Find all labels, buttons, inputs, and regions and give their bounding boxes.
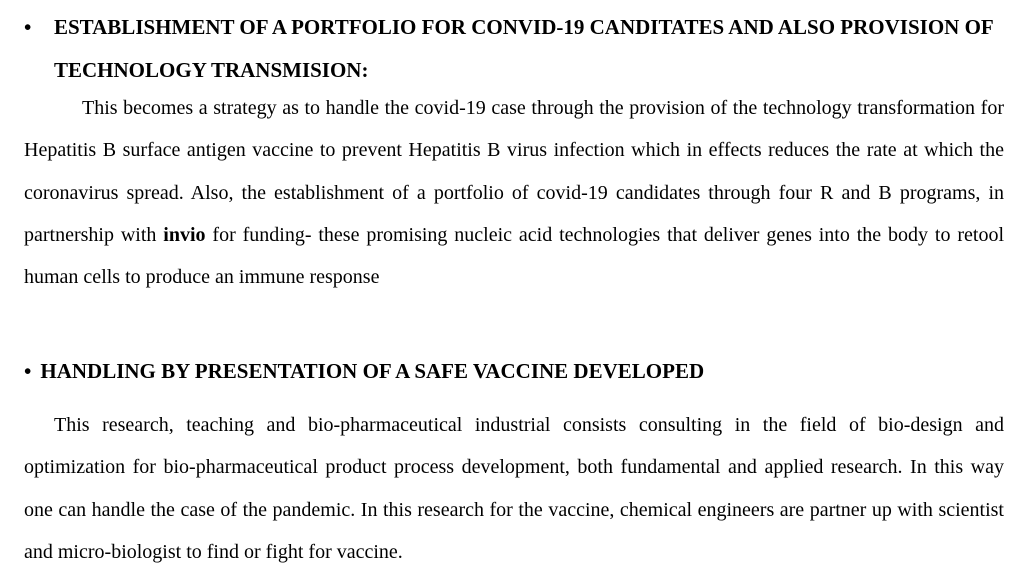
bullet-icon: •: [24, 15, 32, 39]
section-1-body-text: This becomes a strategy as to handle the covid-19 case through the provision of the technology transformation for Hepatitis B surface antigen vaccine to prevent Hepatitis B virus infection which in effects reduces the rate at which the coronavirus spread. Also, the establishment of a portfolio of covid-19 candidates through four R and B programs, in partnership with: [24, 97, 1004, 246]
section-1-heading: [24, 6, 1004, 92]
section-2-heading-text: HANDLING BY PRESENTATION OF A SAFE VACCINE DEVELOPED: [40, 359, 705, 383]
bullet-icon: •: [24, 359, 32, 383]
section-1-heading-text: ESTABLISHMENT OF A PORTFOLIO FOR CONVID-19 CANDITATES AND ALSO PROVISION OF TECHNOLOGY TRANSMISION:: [54, 15, 993, 82]
section-1-body-bold-term: invio: [163, 223, 206, 246]
section-2-body: [24, 404, 1004, 573]
section-2-body-text: This research, teaching and bio-pharmaceutical industrial consists consulting in the field of bio-design and optimization for bio-pharmaceutical product process development, both fundamental and applied research. In this way one can handle the case of the pandemic. In this research for the vaccine, chemical engineers are partner up with scientist and micro-biologist to find or fight for vaccine.: [24, 414, 1004, 563]
section-2-heading: [24, 350, 1004, 393]
section-1-body: [24, 87, 1004, 298]
section-1-body-text-cont: for funding- these promising nucleic acid technologies that deliver genes into the body to retool human cells to produce an immune response: [24, 223, 1004, 289]
